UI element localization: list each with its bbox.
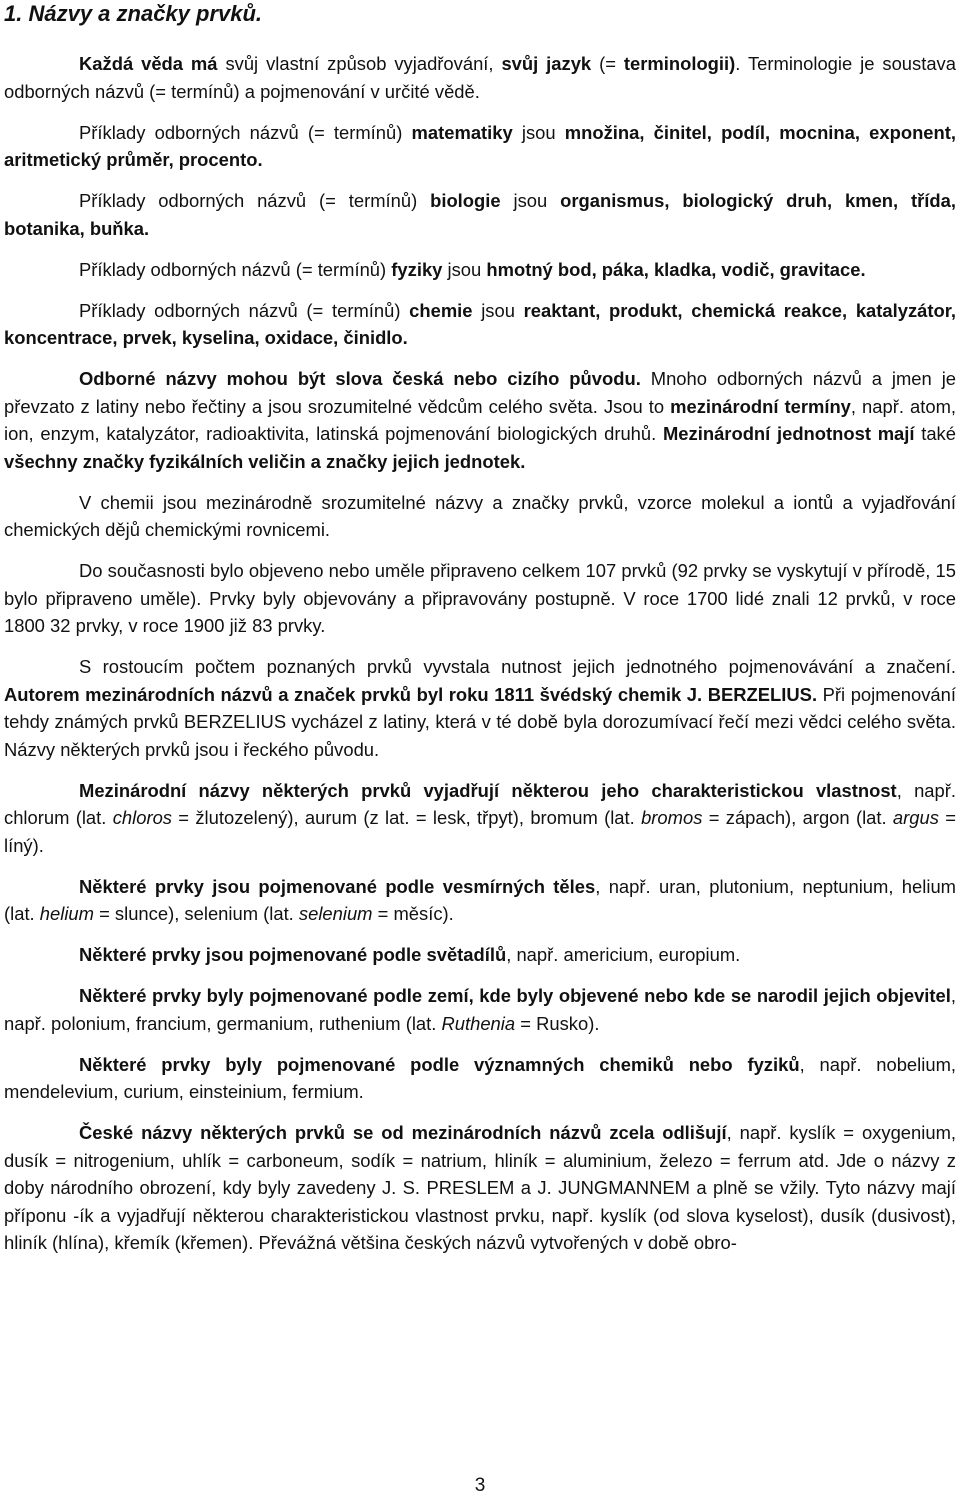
bold-text: chemie [409, 299, 473, 321]
bold-text: terminologii) [623, 53, 736, 74]
bold-text: fyziky [391, 258, 443, 280]
text-run: = žlutozelený), aurum (z lat. = lesk, třpyt), bromum (lat. [172, 807, 642, 828]
paragraph [4, 941, 956, 969]
bold-text: Mezinárodní jednotnost mají [662, 423, 915, 444]
bold-text: hmotný bod, páka, kladka, vodič, gravitace. [486, 258, 866, 280]
text-run: , např. chlorum (lat. [4, 779, 956, 828]
text-run: , např. kyslík = oxygenium, dusík = nitrogenium, uhlík = carboneum, sodík = natrium, hliník = aluminium, železo = ferrum atd. Jde o názvy z doby národního obrození, kdy byly zavedeny J. S. PRESLEM a J. JUNGMANNEM a plně se vžily. Tyto názvy mají příponu -ík a vyjadřují některou charakteristickou vlastnost prvku, např. kyslík (od slova kyselost), dusík (dusivost), hliník (hlína), křemík (křemen). Převážná většina českých názvů vytvořených v době obro- [4, 1122, 956, 1253]
text-run: Příklady odborných názvů (= termínů) [79, 258, 392, 280]
text-run: = měsíc). [372, 903, 454, 924]
text-run: Příklady odborných názvů (= termínů) [79, 121, 412, 143]
text-run: , např. polonium, francium, germanium, ruthenium (lat. [4, 985, 956, 1034]
paragraph [4, 119, 956, 174]
text-run: Příklady odborných názvů (= termínů) [79, 299, 410, 321]
text-run: Příklady odborných názvů (= termínů) [79, 190, 431, 211]
italic-text: Ruthenia [441, 1012, 516, 1034]
text-run: svůj vlastní způsob vyjadřování, [217, 53, 502, 74]
italic-text: argus [892, 807, 939, 828]
text-run: Mnoho odborných názvů a jmen je převzato z latiny nebo řečtiny a jsou srozumitelné vědcům celého světa. Jsou to [4, 368, 957, 417]
paragraph [4, 653, 956, 763]
text-run: = zápach), argon (lat. [702, 807, 893, 828]
paragraph [4, 1119, 956, 1257]
paragraph [4, 1051, 956, 1106]
document-body [4, 50, 956, 1270]
text-run: jsou [442, 258, 487, 280]
text-run: , např. americium, europium. [506, 944, 741, 965]
text-run: jsou [500, 190, 561, 211]
paragraph [4, 489, 956, 544]
bold-text: množina, činitel, podíl, mocnina, exponent, aritmetický průměr, procento. [4, 121, 956, 170]
bold-text: matematiky [411, 121, 513, 143]
text-run: V chemii jsou mezinárodně srozumitelné názvy a značky prvků, vzorce molekul a iontů a vyjadřování chemických dějů chemickými rovnicemi. [4, 491, 956, 540]
text-run: jsou [512, 121, 565, 143]
bold-text: všechny značky fyzikálních veličin a značky jejich jednotek. [4, 450, 526, 472]
paragraph [4, 50, 956, 105]
page-number: 3 [474, 1475, 486, 1496]
text-run: Při pojmenování tehdy známých prvků BERZELIUS vycházel z latiny, která v té době byla dorozumívací řečí mezi vědci celého světa. Názvy některých prvků jsou i řeckého původu. [4, 683, 956, 760]
paragraph [4, 777, 956, 860]
text-run: Do současnosti bylo objeveno nebo uměle připraveno celkem 107 prvků (92 prvky se vyskytují v přírodě, 15 bylo připraveno uměle). Prvky byly objevovány a připravovány postupně. V roce 1700 lidé znali 12 prvků, v roce 1800 32 prvky, v roce 1900 již 83 prvky. [4, 560, 956, 636]
bold-text: Některé prvky byly pojmenované podle zemí, kde byly objevené nebo kde se narodil jejich objevitel [79, 985, 951, 1006]
italic-text: bromos [641, 807, 703, 828]
bold-text: České názvy některých prvků se od mezinárodních názvů zcela odlišují [79, 1122, 727, 1143]
bold-text: Některé prvky jsou pojmenované podle vesmírných těles [79, 875, 596, 897]
text-run: . Terminologie je soustava odborných názvů (= termínů) a pojmenování v určité vědě. [4, 53, 956, 102]
text-run: , např. uran, plutonium, neptunium, helium (lat. [4, 875, 956, 924]
paragraph [4, 365, 956, 475]
page-title: 1. Názvy a značky prvků. [4, 1, 263, 26]
bold-text: reaktant, produkt, chemická reakce, katalyzátor, koncentrace, prvek, kyselina, oxidace, činidlo. [4, 299, 956, 348]
italic-text: helium [39, 903, 94, 924]
paragraph [4, 873, 956, 928]
text-run: = líný). [4, 807, 956, 856]
bold-text: Autorem mezinárodních názvů a značek prvků byl roku 1811 švédský chemik J. BERZELIUS. [4, 683, 818, 705]
text-run: (= [591, 53, 624, 74]
text-run: = slunce), selenium (lat. [93, 903, 299, 924]
text-run: , např. nobelium, mendelevium, curium, einsteinium, fermium. [4, 1053, 956, 1102]
paragraph [4, 256, 956, 284]
paragraph [4, 187, 956, 242]
paragraph [4, 982, 956, 1037]
paragraph [4, 297, 956, 352]
bold-text: Odborné názvy mohou být slova česká nebo cizího původu. [79, 368, 641, 389]
text-run: jsou [472, 299, 524, 321]
bold-text: Každá věda má [79, 53, 218, 74]
paragraph [4, 557, 956, 640]
bold-text: Některé prvky jsou pojmenované podle světadílů [79, 944, 507, 965]
italic-text: chloros [112, 807, 172, 828]
text-run: = Rusko). [515, 1012, 600, 1034]
text-run: také [914, 423, 956, 444]
bold-text: Mezinárodní názvy některých prvků vyjadřují některou jeho charakteristickou vlastnost [79, 779, 897, 801]
bold-text: svůj jazyk [501, 53, 592, 74]
text-run: , např. atom, ion, enzym, katalyzátor, radioaktivita, latinská pojmenování biologických druhů. [4, 395, 956, 444]
bold-text: Některé prvky byly pojmenované podle významných chemiků nebo fyziků [79, 1053, 800, 1075]
bold-text: biologie [430, 190, 501, 211]
bold-text: organismus, biologický druh, kmen, třída, botanika, buňka. [4, 190, 956, 239]
italic-text: selenium [298, 903, 373, 924]
bold-text: mezinárodní termíny [670, 395, 851, 417]
text-run: S rostoucím počtem poznaných prvků vyvstala nutnost jejich jednotného pojmenovávání a značení. [79, 656, 956, 677]
